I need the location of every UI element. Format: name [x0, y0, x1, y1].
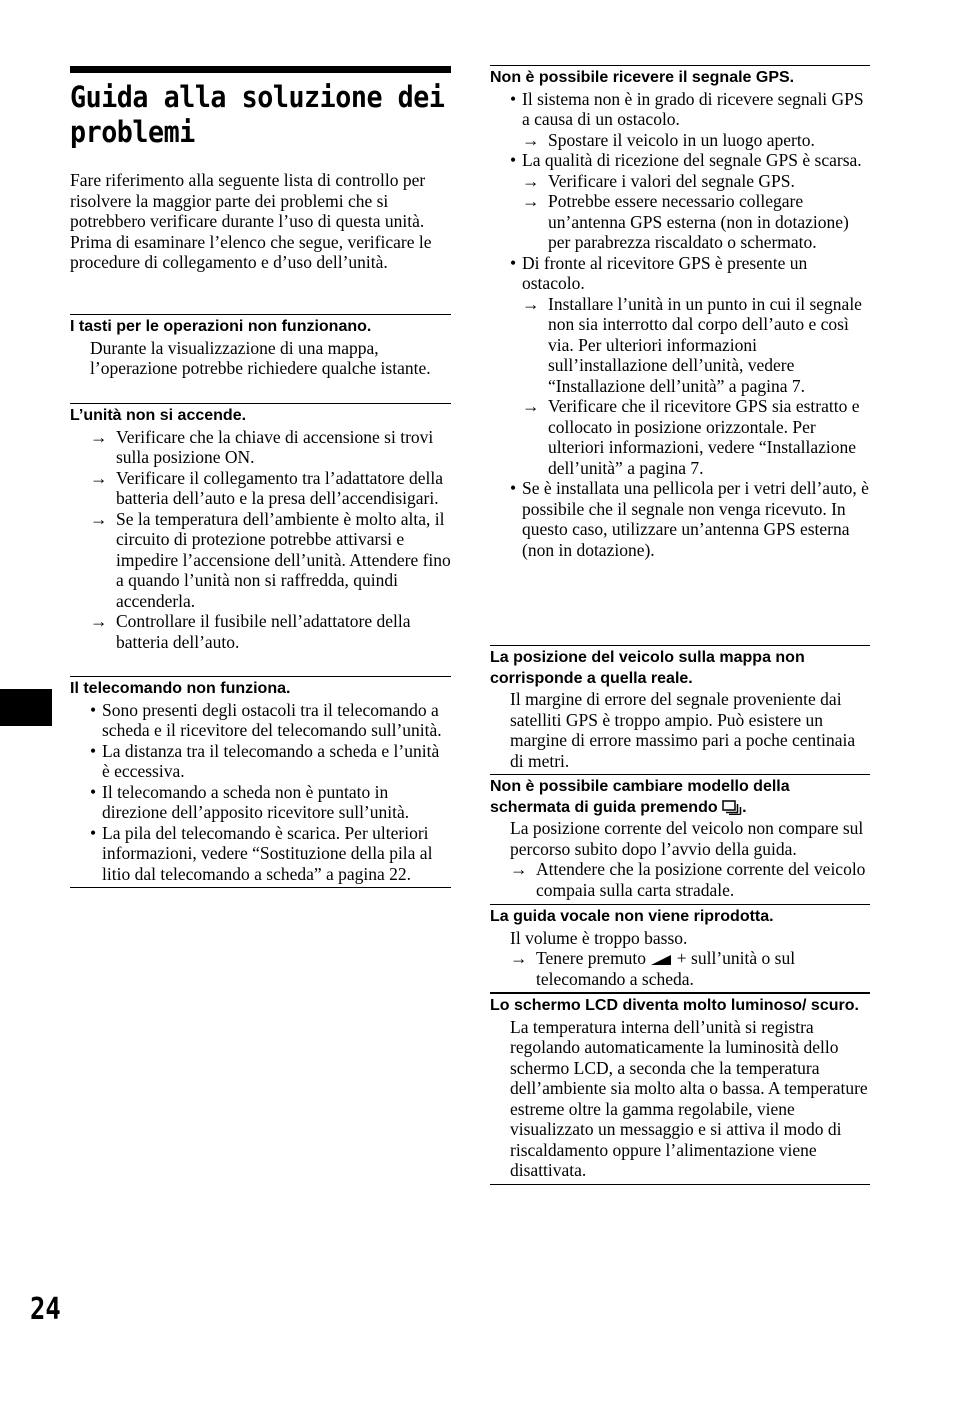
arrow-icon: → — [510, 859, 528, 879]
section-body: La temperatura interna dell’unità si registra regolando automaticamente la luminosità dello schermo LCD, a seconda che la temperatura dell’ambiente sia molto alta o bassa. A temperature estreme oltre la gamma regolabile, viene visualizzato un messaggio e si attiva il modo di riscaldamento oppure l’alimentazione viene disattivata. — [510, 1016, 868, 1180]
arrow-icon: → — [90, 611, 108, 631]
list-item: → Potrebbe essere necessario collegare un’antenna GPS esterna (non in dotazione) per parabrezza riscaldato o schermato. — [522, 191, 849, 252]
bullet-icon: • — [90, 740, 97, 761]
section-body: Il volume è troppo basso. — [510, 927, 688, 948]
list-item: → Verificare che la chiave di accensione si trovi sulla posizione ON. — [90, 426, 434, 467]
bullet-icon: • — [90, 699, 97, 720]
arrow-icon: → — [522, 396, 540, 416]
section-voice — [490, 904, 870, 989]
arrow-icon: → — [90, 508, 108, 529]
page-title: Guida alla soluzione dei problemi — [70, 80, 445, 149]
section-heading: La guida vocale non viene riprodotta. — [490, 908, 774, 925]
guide-mode-icon — [722, 799, 742, 815]
section-heading: Non è possibile cambiare modello della schermata di guida premendo . — [490, 778, 790, 816]
arrow-icon: → — [90, 426, 108, 447]
list-item: • La pila del telecomando è scarica. Per ulteriori informazioni, vedere “Sostituzione della pila al litio dal telecomando a scheda” a pagina 22. — [90, 822, 433, 884]
chapter-tab — [0, 689, 52, 726]
section-heading: Il telecomando non funziona. — [70, 680, 291, 697]
list-item: → Se la temperatura dell’ambiente è molto alta, il circuito di protezione potrebbe attivarsi e impedire l’accensione dell’unità. Attendere fino a quando l’unità non si raffredda, quindi accenderla. — [90, 508, 451, 611]
list-item: • Il telecomando a scheda non è puntato in direzione dell’apposito ricevitore sull’unità. — [90, 781, 410, 822]
bullet-icon: • — [90, 781, 97, 802]
arrow-icon: → — [522, 191, 540, 211]
intro — [70, 170, 451, 273]
section-body: La posizione corrente del veicolo non compare sul percorso subito dopo l’avvio della guida. — [510, 818, 864, 859]
section-heading: Non è possibile ricevere il segnale GPS. — [490, 69, 795, 86]
section-guide-mode — [490, 774, 870, 900]
arrow-icon: → — [522, 293, 540, 314]
section-position — [490, 645, 870, 771]
title-rule — [70, 66, 451, 73]
list-item: • Sono presenti degli ostacoli tra il telecomando a scheda e il ricevitore del telecomando sull’unità. — [90, 699, 442, 740]
bullet-icon: • — [90, 822, 97, 843]
section-remote — [70, 676, 451, 888]
section-power — [70, 403, 451, 652]
list-item: → Spostare il veicolo in un luogo aperto. — [522, 129, 815, 150]
arrow-icon: → — [90, 467, 108, 488]
section-keys — [70, 314, 451, 379]
section-body: Durante la visualizzazione di una mappa, l’operazione potrebbe richiedere qualche istante. — [90, 337, 431, 378]
arrow-icon: → — [522, 129, 540, 150]
list-item: • La distanza tra il telecomando a scheda e l’unità è eccessiva. — [90, 740, 440, 781]
section-lcd — [490, 992, 870, 1185]
volume-ramp-icon — [650, 954, 672, 966]
section-heading: L’unità non si accende. — [70, 407, 247, 424]
list-item: → Attendere che la posizione corrente del veicolo compaia sulla carta stradale. — [510, 859, 866, 900]
list-item: • Il sistema non è in grado di ricevere segnali GPS a causa di un ostacolo. — [510, 88, 864, 129]
bullet-icon: • — [510, 252, 517, 273]
page-number: 24 — [30, 1292, 61, 1327]
list-item: → Controllare il fusibile nell’adattatore della batteria dell’auto. — [90, 611, 411, 652]
section-body: Il margine di errore del segnale proveniente dai satelliti GPS è troppo ampio. Può esistere un margine di errore massimo pari a poche centinaia di metri. — [510, 689, 856, 771]
section-heading: I tasti per le operazioni non funzionano. — [70, 318, 372, 335]
section-heading: La posizione del veicolo sulla mappa non corrisponde a quella reale. — [490, 649, 805, 687]
arrow-icon: → — [522, 170, 540, 191]
arrow-icon: → — [510, 948, 528, 968]
intro-paragraph-2: Prima di esaminare l’elenco che segue, verificare le procedure di collegamento e d’uso dell’unità. — [70, 231, 432, 272]
bullet-icon: • — [510, 88, 517, 109]
list-item: → Verificare che il ricevitore GPS sia estratto e collocato in posizione orizzontale. Per ulteriori informazioni, vedere “Installazione dell’unità” a pagina 7. — [522, 396, 860, 478]
list-item: → Tenere premuto + sull’unità o sul telecomando a scheda. — [510, 948, 796, 989]
list-item: • Se è installata una pellicola per i vetri dell’auto, è possibile che il segnale non venga ricevuto. In questo caso, utilizzare un’antenna GPS esterna (non in dotazione). — [510, 478, 869, 560]
list-item: • La qualità di ricezione del segnale GPS è scarsa. — [510, 150, 862, 170]
bullet-icon: • — [510, 150, 517, 170]
list-item: → Verificare il collegamento tra l’adattatore della batteria dell’auto e la presa dell’accendisigari. — [90, 467, 443, 508]
list-item: • Di fronte al ricevitore GPS è presente un ostacolo. — [510, 252, 808, 293]
list-item: → Verificare i valori del segnale GPS. — [522, 170, 795, 191]
list-item: → Installare l’unità in un punto in cui il segnale non sia interrotto dal corpo dell’auto e così via. Per ulteriori informazioni sull’installazione dell’unità, vedere “Installazione dell’unità” a pagina 7. — [522, 293, 862, 396]
intro-paragraph-1: Fare riferimento alla seguente lista di controllo per risolvere la maggior parte dei problemi che si potrebbero verificare durante l’uso di questa unità. — [70, 170, 426, 231]
section-gps — [490, 65, 870, 560]
section-heading: Lo schermo LCD diventa molto luminoso/ scuro. — [490, 997, 859, 1014]
bullet-icon: • — [510, 478, 517, 498]
